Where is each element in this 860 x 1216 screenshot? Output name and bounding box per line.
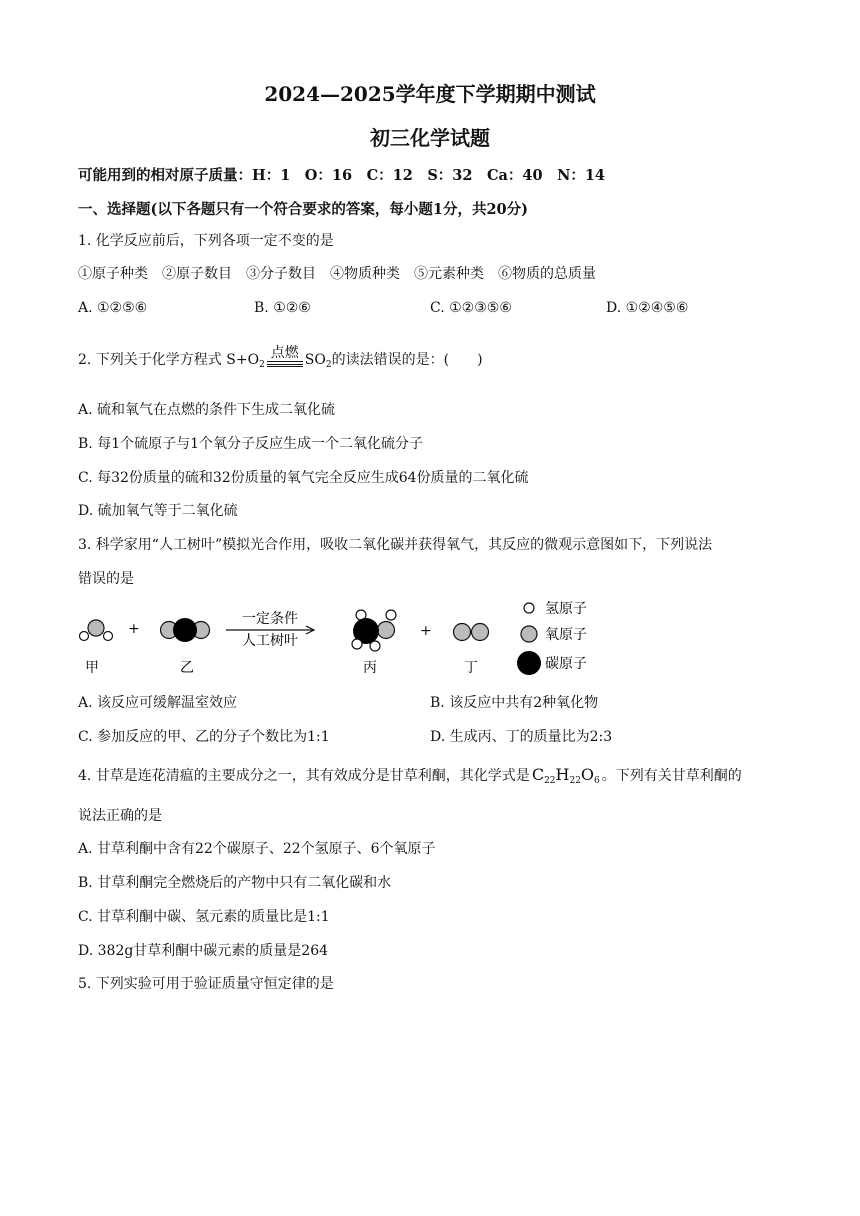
q2-product: SO [304,352,326,368]
q3-stem-line1: 3. 科学家用“人工树叶”模拟光合作用，吸收二氧化碳并获得氧气，其反应的微观示意图如下，下列说法 [78,537,713,553]
q3-option-c[interactable]: C. 参加反应的甲、乙的分子个数比为1:1 [78,729,330,745]
oxygen-atom [88,620,104,636]
molecule-jia [80,620,113,641]
hydrogen-atom [352,639,362,649]
reaction-diagram [70,600,630,680]
q2-stem-suffix: 的读法错误的是：( ) [331,352,483,368]
q3-stem-line2: 错误的是 [78,571,134,587]
o2-subscript: 2 [259,360,265,370]
q4-stem-prefix: 4. 甘草是连花清瘟的主要成分之一，其有效成分是甘草利酮，其化学式是 [78,768,530,784]
arrow-condition-top: 一定条件 [242,611,298,627]
q4-option-a[interactable]: A. 甘草利酮中含有22个碳原子、22个氢原子、6个氧原子 [78,841,436,857]
q2-stem-prefix: 2. 下列关于化学方程式 S+O [78,352,260,368]
hydrogen-atom [80,632,89,641]
q2-option-d[interactable]: D. 硫加氧气等于二氧化硫 [78,503,238,519]
q4-option-c[interactable]: C. 甘草利酮中碳、氢元素的质量比是1:1 [78,909,330,925]
q1-option-b[interactable]: B. ①②⑥ [254,300,311,316]
carbon-atom [173,618,197,642]
legend-oxygen-icon [521,626,537,642]
q1-option-c[interactable]: C. ①②③⑤⑥ [430,300,512,316]
plus-sign: + [420,623,432,639]
oxygen-atom [472,624,489,641]
label-ding: 丁 [464,660,478,676]
molecule-bing [352,610,396,651]
page-subtitle: 初三化学试题 [370,126,490,150]
condition-label: 点燃 [270,345,299,361]
legend-hydrogen-icon [524,603,534,613]
molecule-yi [161,618,210,642]
label-yi: 乙 [180,660,194,676]
oxygen-atom [454,624,471,641]
q3-option-b[interactable]: B. 该反应中共有2种氧化物 [430,695,599,711]
label-jia: 甲 [85,660,99,676]
legend-carbon-label: 碳原子 [545,656,587,672]
atomic-masses: 可能用到的相对原子质量：H：1 O：16 C：12 S：32 Ca：40 N：14 [78,167,606,184]
q3-option-d[interactable]: D. 生成丙、丁的质量比为2:3 [430,729,613,745]
q1-items: ①原子种类 ②原子数目 ③分子数目 ④物质种类 ⑤元素种类 ⑥物质的总质量 [78,266,596,282]
q4-stem-line2: 说法正确的是 [78,808,162,824]
q5-stem: 5. 下列实验可用于验证质量守恒定律的是 [78,976,334,992]
molecule-ding [454,624,489,641]
q4-stem [78,766,742,790]
plus-sign: + [128,621,140,637]
q4-option-d[interactable]: D. 382g甘草利酮中碳元素的质量是264 [78,943,329,959]
q3-option-a[interactable]: A. 该反应可缓解温室效应 [78,695,238,711]
section-heading: 一、选择题(以下各题只有一个符合要求的答案，每小题1分，共20分) [78,201,528,218]
q2-stem [78,345,483,374]
hydrogen-atom [104,632,113,641]
legend-oxygen-label: 氧原子 [545,627,587,643]
arrow-condition-bottom: 人工树叶 [242,633,298,649]
equals-sign [267,361,303,365]
hydrogen-atom [370,641,380,651]
q2-option-a[interactable]: A. 硫和氧气在点燃的条件下生成二氧化硫 [78,402,336,418]
q2-option-c[interactable]: C. 每32份质量的硫和32份质量的氧气完全反应生成64份质量的二氧化硫 [78,470,529,486]
so2-subscript: 2 [325,360,332,370]
chemical-formula: $C_{22}H_{22}O_6$ [531,765,600,786]
oxygen-atom [378,622,395,639]
q2-option-b[interactable]: B. 每1个硫原子与1个氧分子反应生成一个二氧化硫分子 [78,436,424,452]
legend-hydrogen-label: 氢原子 [545,601,587,617]
page-title: 2024—2025学年度下学期期中测试 [264,82,596,106]
q1-option-d[interactable]: D. ①②④⑤⑥ [606,300,689,316]
label-bing: 丙 [363,660,377,676]
q4-stem-suffix: 。下列有关甘草利酮的 [601,768,742,784]
q1-stem: 1. 化学反应前后，下列各项一定不变的是 [78,233,334,249]
hydrogen-atom [386,610,396,620]
legend-carbon-icon [517,651,541,675]
q1-option-a[interactable]: A. ①②⑤⑥ [78,300,148,316]
q4-option-b[interactable]: B. 甘草利酮完全燃烧后的产物中只有二氧化碳和水 [78,875,392,891]
diagram-legend [517,601,587,675]
